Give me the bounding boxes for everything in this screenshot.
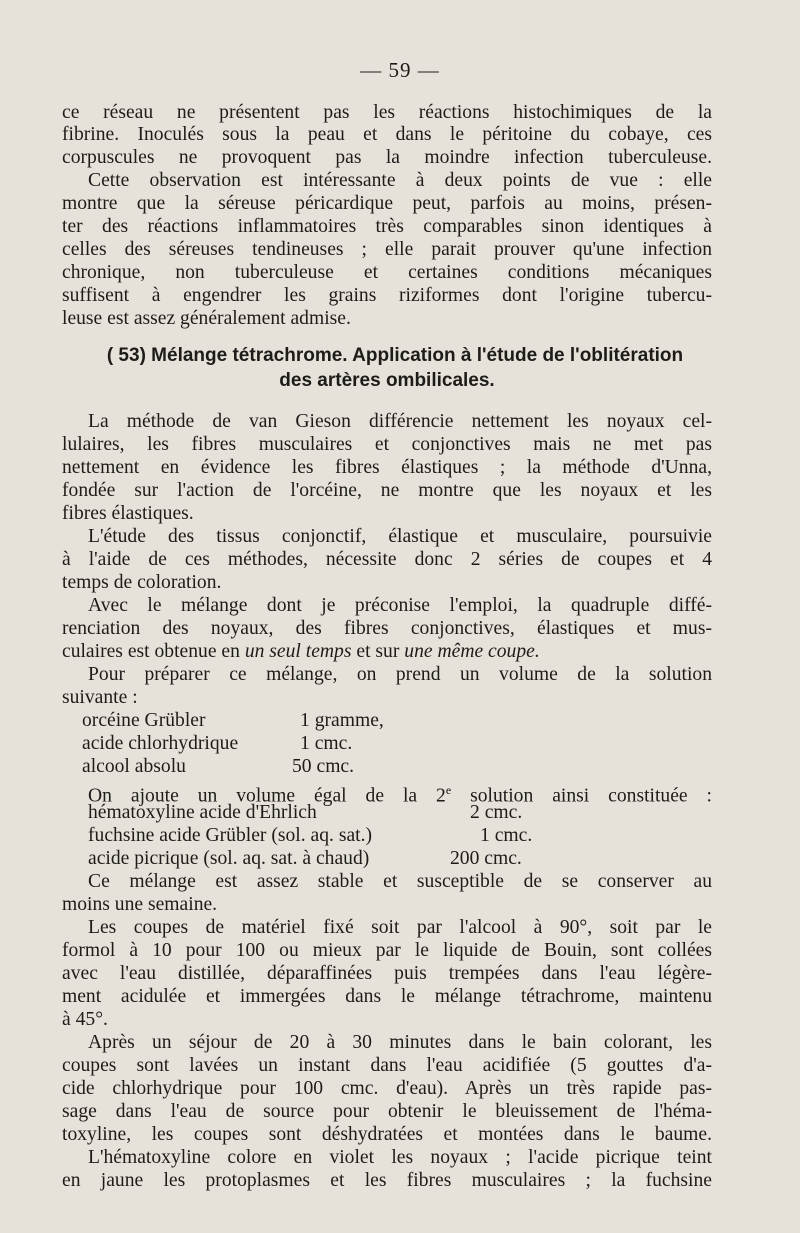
ingredient-name: acide chlorhydrique	[82, 733, 239, 754]
ingredient-name: hématoxyline acide d'Ehrlich	[88, 802, 317, 823]
text-fragment: solution ainsi constituée :	[451, 785, 712, 807]
text-line: Après un séjour de 20 à 30 minutes dans le bain colorant, les	[88, 1032, 712, 1053]
text-line: avec l'eau distillée, déparaffinées puis trempées dans l'eau légère-	[62, 963, 712, 984]
ingredient-qty: 1 cmc.	[300, 733, 353, 754]
ingredient-qty: 1 cmc.	[480, 825, 533, 846]
ingredient-name: acide picrique (sol. aq. sat. à chaud)	[88, 848, 370, 869]
text-line: sage dans l'eau de source pour obtenir le bleuissement de l'héma-	[62, 1101, 712, 1122]
italic-phrase: un seul temps	[244, 641, 352, 662]
text-line: Les coupes de matériel fixé soit par l'alcool à 90°, soit par le	[88, 917, 712, 938]
section-heading-continued: des artères ombilicales.	[279, 370, 495, 391]
text-line: fibrine. Inoculés sous la peau et dans le péritoine du cobaye, ces	[62, 124, 712, 145]
text-line: temps de coloration.	[62, 572, 222, 593]
text-line: fondée sur l'action de l'orcéine, ne montre que les noyaux et les	[62, 480, 712, 501]
text-line: lulaires, les fibres musculaires et conjonctives mais ne met pas	[62, 434, 712, 455]
text-line: nettement en évidence les fibres élastiques ; la méthode d'Unna,	[62, 457, 712, 478]
text-line: ter des réactions inflammatoires très comparables sinon identiques à	[62, 216, 712, 237]
text-line: La méthode de van Gieson différencie nettement les noyaux cel-	[88, 411, 712, 432]
text-line: corpuscules ne provoquent pas la moindre infection tuberculeuse.	[62, 147, 712, 168]
text-line: suivante :	[62, 687, 138, 708]
ingredient-qty: 1 gramme,	[300, 710, 384, 731]
text-line: coupes sont lavées un instant dans l'eau acidifiée (5 gouttes d'a-	[62, 1055, 712, 1076]
ingredient-name: orcéine Grübler	[82, 710, 206, 731]
text-fragment: et sur	[351, 641, 405, 662]
text-line: en jaune les protoplasmes et les fibres musculaires ; la fuchsine	[62, 1170, 712, 1191]
text-fragment: On ajoute un volume égal de la 2	[88, 785, 446, 807]
section-heading: ( 53) Mélange tétrachrome. Application à l'étude de l'oblitération	[106, 345, 684, 366]
text-line: toxyline, les coupes sont déshydratées et montées dans le baume.	[62, 1124, 712, 1145]
text-line: L'étude des tissus conjonctif, élastique et musculaire, poursuivie	[88, 526, 712, 547]
text-line: leuse est assez généralement admise.	[62, 308, 351, 329]
text-line: celles des séreuses tendineuses ; elle parait prouver qu'une infection	[62, 239, 712, 260]
text-line: moins une semaine.	[62, 894, 218, 915]
text-line: fibres élastiques.	[62, 503, 194, 524]
ingredient-qty: 50 cmc.	[292, 756, 355, 777]
superscript: e	[445, 783, 452, 797]
italic-phrase: une même coupe.	[404, 641, 540, 662]
ingredient-qty: 2 cmc.	[470, 802, 523, 823]
ingredient-qty: 200 cmc.	[450, 848, 522, 869]
text-line: à 45°.	[62, 1009, 108, 1030]
text-line: L'hématoxyline colore en violet les noyaux ; l'acide picrique teint	[88, 1147, 712, 1168]
text-line: à l'aide de ces méthodes, nécessite donc 2 séries de coupes et 4	[62, 549, 712, 570]
text-line: Avec le mélange dont je préconise l'emploi, la quadruple diffé-	[88, 595, 712, 616]
text-line: suffisent à engendrer les grains riziformes dont l'origine tubercu-	[62, 285, 712, 306]
text-line: Ce mélange est assez stable et susceptible de se conserver au	[88, 871, 712, 892]
text-line: ce réseau ne présentent pas les réactions histochimiques de la	[62, 102, 712, 123]
text-fragment: culaires est obtenue en	[62, 641, 245, 662]
text-line: renciation des noyaux, des fibres conjonctives, élastiques et mus-	[62, 618, 712, 639]
text-line: Cette observation est intéressante à deux points de vue : elle	[88, 170, 712, 191]
text-line: formol à 10 pour 100 ou mieux par le liquide de Bouin, sont collées	[62, 940, 712, 961]
ingredient-name: fuchsine acide Grübler (sol. aq. sat.)	[88, 825, 373, 846]
ingredient-name: alcool absolu	[82, 756, 186, 777]
text-line: Pour préparer ce mélange, on prend un volume de la solution	[88, 664, 712, 685]
text-line: chronique, non tuberculeuse et certaines conditions mécaniques	[62, 262, 712, 283]
text-line: ment acidulée et immergées dans le mélange tétrachrome, maintenu	[62, 986, 712, 1007]
text-line: montre que la séreuse péricardique peut, parfois au moins, présen-	[62, 193, 712, 214]
text-line: cide chlorhydrique pour 100 cmc. d'eau). Après un très rapide pas-	[62, 1078, 712, 1099]
page-number: — 59 —	[360, 58, 440, 82]
text-line-italic-mix	[62, 641, 712, 663]
